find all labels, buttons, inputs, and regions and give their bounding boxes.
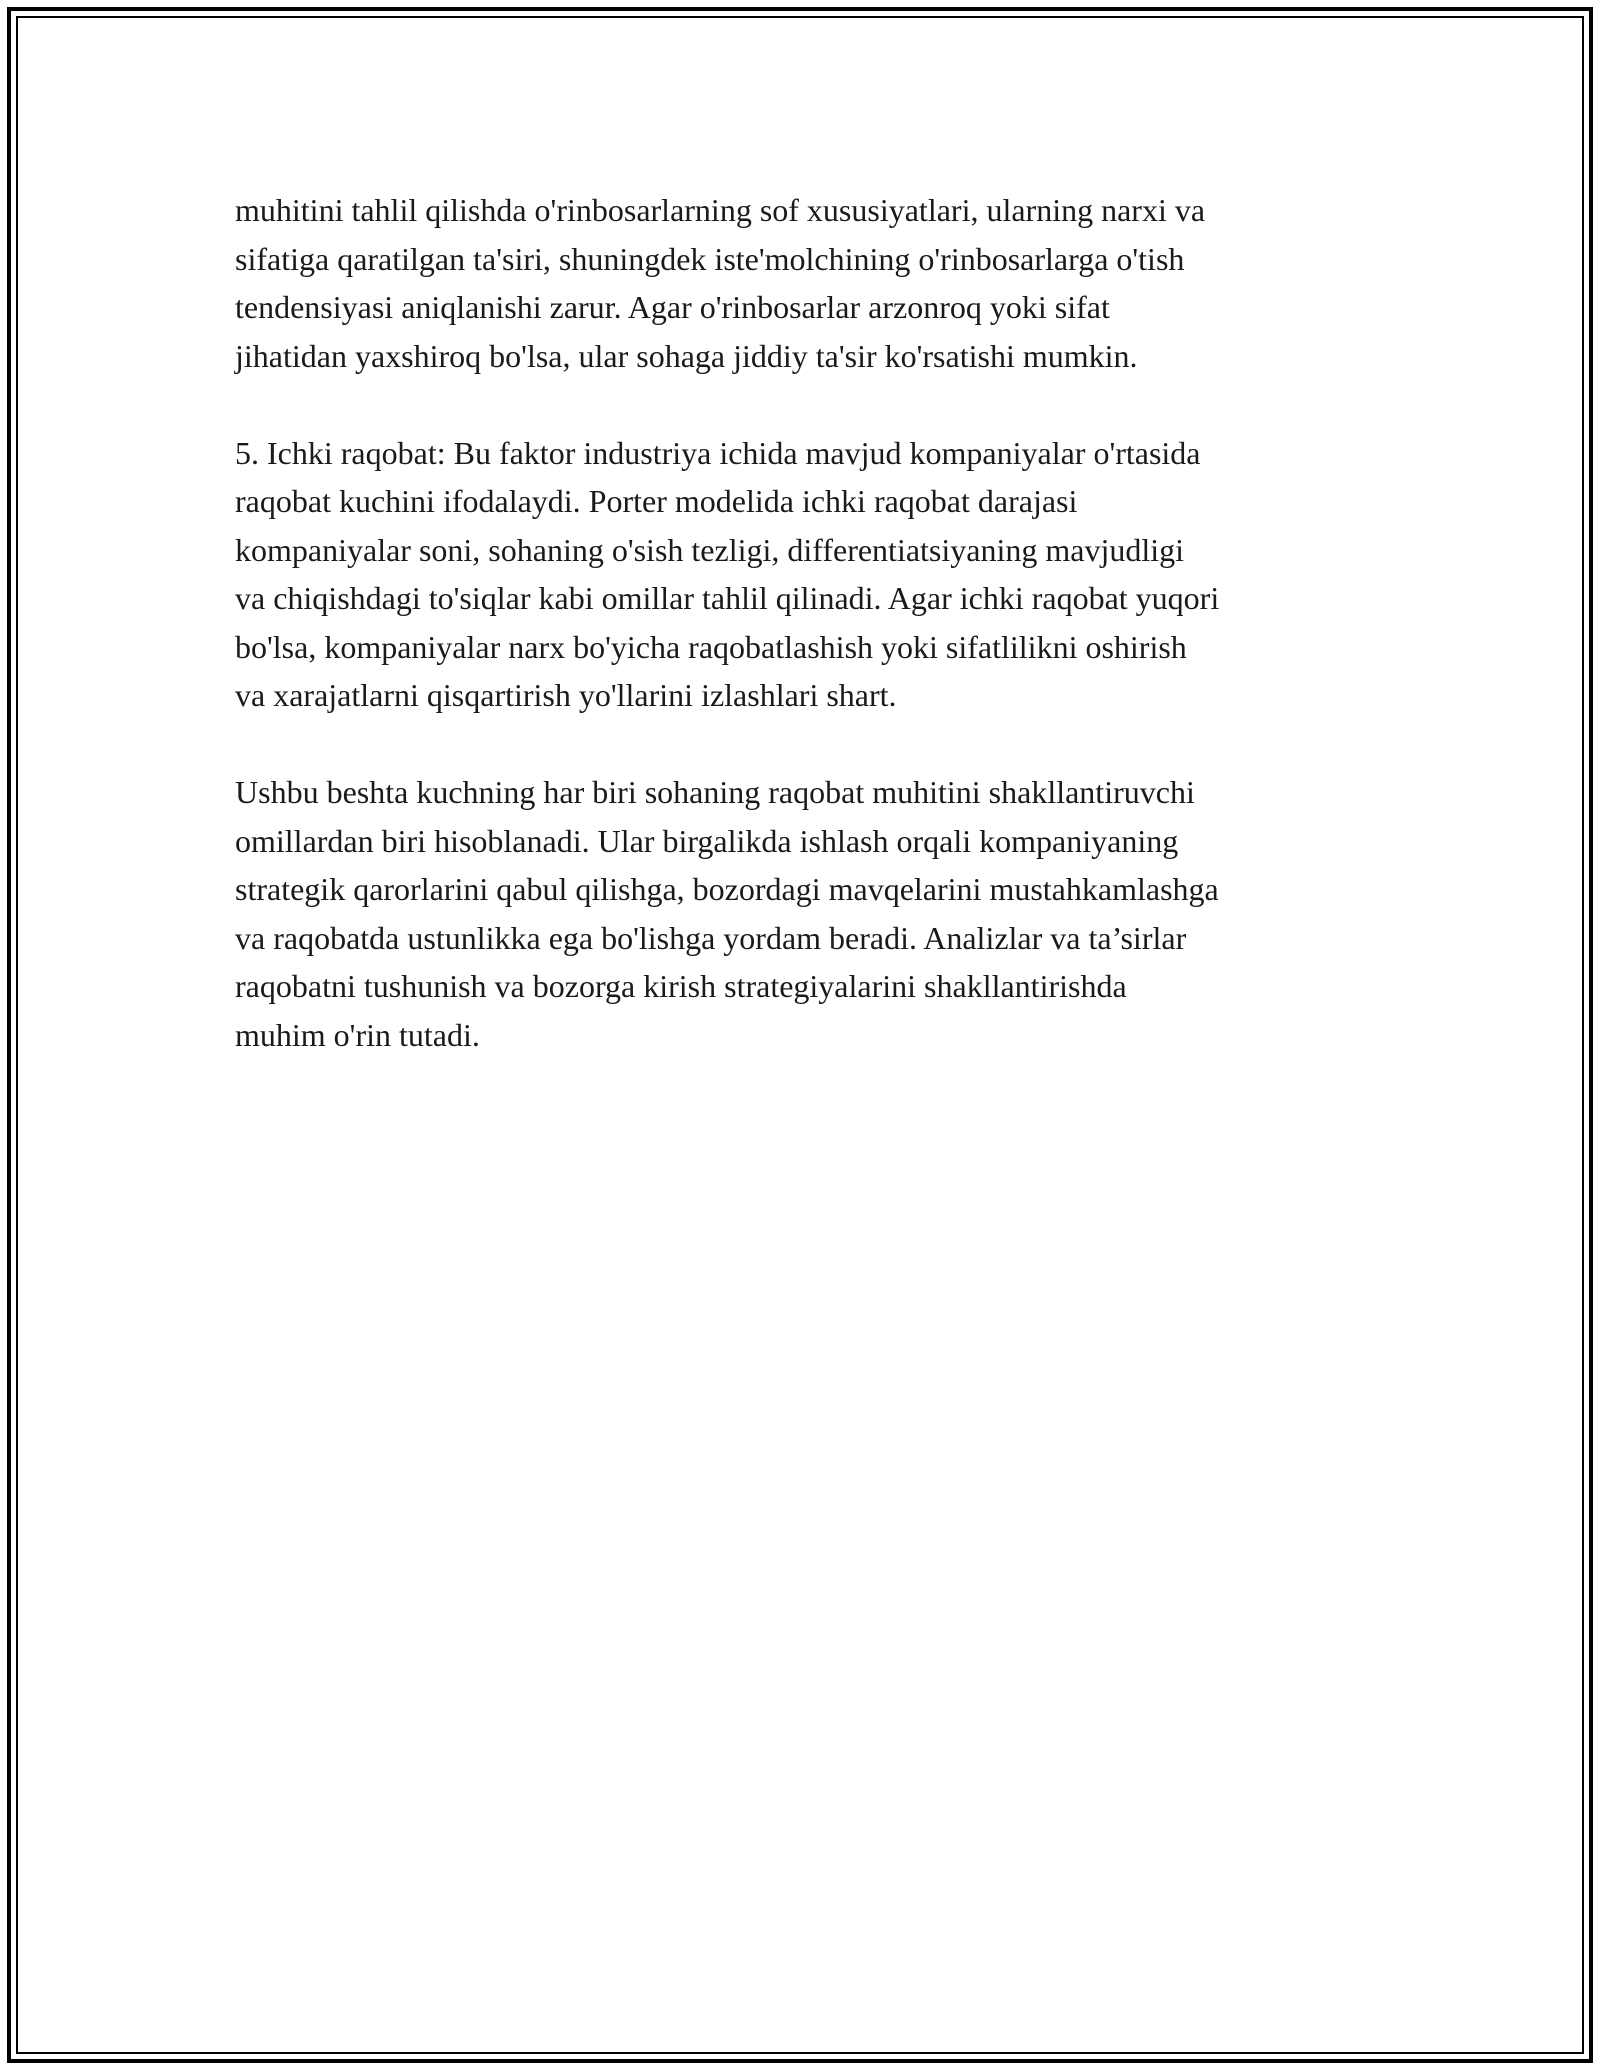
text-line: tendensiyasi aniqlanishi zarur. Agar o'rinbosarlar arzonroq yoki sifat	[235, 289, 1110, 325]
text-line: Ushbu beshta kuchning har biri sohaning raqobat muhitini shakllantiruvchi	[235, 774, 1195, 810]
text-line: raqobat kuchini ifodalaydi. Porter modelida ichki raqobat darajasi	[235, 483, 1078, 519]
text-line: kompaniyalar soni, sohaning o'sish tezligi, differentiatsiyaning mavjudligi	[235, 531, 1185, 568]
paragraph-internal-competition	[235, 429, 1375, 720]
text-line: bo'lsa, kompaniyalar narx bo'yicha raqobatlashish yoki sifatlilikni oshirish	[235, 628, 1187, 665]
paragraph-substitutes	[235, 186, 1375, 380]
text-line: 5. Ichki raqobat: Bu faktor industriya ichida mavjud kompaniyalar o'rtasida	[235, 434, 1201, 471]
text-line: va raqobatda ustunlikka ega bo'lishga yordam beradi. Analizlar va ta’sirlar	[235, 919, 1187, 956]
text-line: strategik qarorlarini qabul qilishga, bozordagi mavqelarini mustahkamlashga	[235, 871, 1219, 907]
document-body	[235, 186, 1375, 1108]
text-line: omillardan biri hisoblanadi. Ular birgalikda ishlash orqali kompaniyaning	[235, 822, 1179, 859]
text-line: va chiqishdagi to'siqlar kabi omillar tahlil qilinadi. Agar ichki raqobat yuqori	[235, 580, 1220, 616]
text-line: jihatidan yaxshiroq bo'lsa, ular sohaga jiddiy ta'sir ko'rsatishi mumkin.	[235, 337, 1138, 374]
text-line: muhim o'rin tutadi.	[235, 1016, 480, 1053]
text-line: muhitini tahlil qilishda o'rinbosarlarning sof xususiyatlari, ularning narxi va	[235, 192, 1206, 228]
text-line: va xarajatlarni qisqartirish yo'llarini izlashlari shart.	[235, 677, 897, 713]
text-line: sifatiga qaratilgan ta'siri, shuningdek iste'molchining o'rinbosarlarga o'tish	[235, 240, 1185, 277]
text-line: raqobatni tushunish va bozorga kirish strategiyalarini shakllantirishda	[235, 968, 1127, 1004]
paragraph-conclusion	[235, 768, 1375, 1059]
